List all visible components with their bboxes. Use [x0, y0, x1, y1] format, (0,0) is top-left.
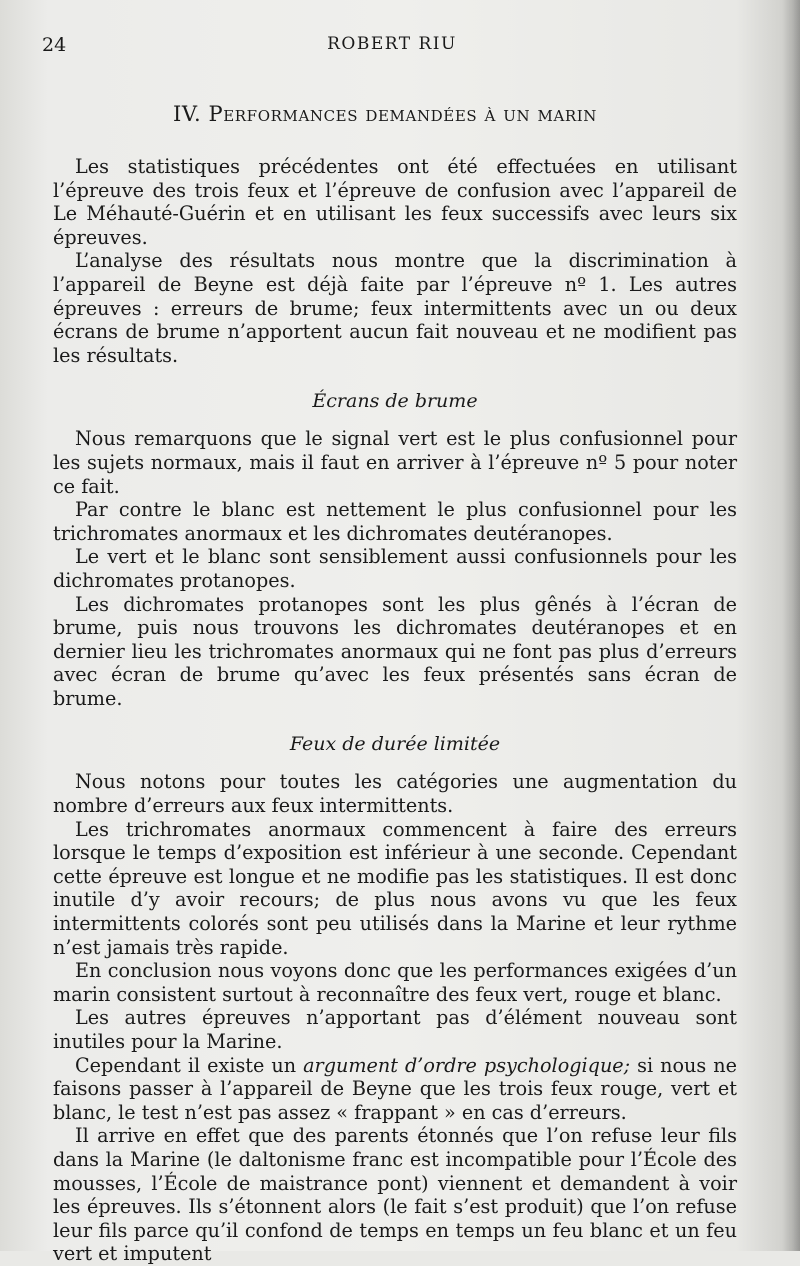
- subsection-title-brume: Écrans de brume: [312, 390, 478, 413]
- page-header: [42, 34, 742, 60]
- page-body: [53, 155, 737, 1266]
- paragraph: L’analyse des résultats nous montre que la discrimination à l’appareil de Beyne est déjà faite par l’épreuve nº 1. Les autres épreuves : erreurs de brume; feux intermittents avec un ou deux écrans de brume n’apportent aucun fait nouveau et ne modifient pas les résultats.: [53, 249, 737, 367]
- paragraph: En conclusion nous voyons donc que les performances exigées d’un marin consistent surtout à reconnaître des feux vert, rouge et blanc.: [53, 959, 737, 1006]
- paragraph: Les trichromates anormaux commencent à faire des erreurs lorsque le temps d’exposition est inférieur à une seconde. Cependant cette épreuve est longue et ne modifie pas les statistiques. Il est donc inutile d’y avoir recours; de plus nous avons vu que les feux intermittents colorés sont peu utilisés dans la Marine et leur rythme n’est jamais très rapide.: [53, 817, 737, 959]
- paragraph: Les autres épreuves n’apportant pas d’élément nouveau sont inutiles pour la Marine.: [53, 1006, 737, 1053]
- paragraph: Par contre le blanc est nettement le plus confusionnel pour les trichromates anormaux et les dichromates deutéranopes.: [53, 498, 737, 545]
- argument-after: si nous ne faisons passer à l’appareil de Beyne que les trois feux rouge, vert et blanc, le test n’est pas assez « frappant » en cas d’erreurs.: [53, 1053, 737, 1124]
- argument-italic: argument d’ordre psychologique;: [303, 1053, 631, 1077]
- paragraph: Nous remarquons que le signal vert est le plus confusionnel pour les sujets normaux, mais il faut en arriver à l’épreuve nº 5 pour noter ce fait.: [53, 427, 737, 498]
- page-number: 24: [42, 34, 67, 56]
- paragraph-argument: [53, 1054, 737, 1125]
- paragraph: Nous notons pour toutes les catégories une augmentation du nombre d’erreurs aux feux intermittents.: [53, 770, 737, 818]
- subsection-title-duree: Feux de durée limitée: [289, 733, 501, 756]
- paragraph: Le vert et le blanc sont sensiblement aussi confusionnels pour les dichromates protanopes.: [53, 545, 737, 592]
- paragraph: Les statistiques précédentes ont été effectuées en utilisant l’épreuve des trois feux et l’épreuve de confusion avec l’appareil de Le Méhauté-Guérin et en utilisant les feux successifs avec leurs six épreuves.: [53, 155, 737, 249]
- argument-before: Cependant il existe un: [75, 1053, 304, 1077]
- paragraph: Les dichromates protanopes sont les plus gênés à l’écran de brume, puis nous trouvons les dichromates deutéranopes et en dernier lieu les trichromates anormaux qui ne font pas plus d’erreurs avec écran de brume qu’avec les feux présentés sans écran de brume.: [53, 592, 737, 710]
- binding-edge-shadow: [782, 0, 800, 1251]
- paragraph: Il arrive en effet que des parents étonnés que l’on refuse leur fils dans la Marine (le daltonisme franc est incompatible pour l’École des mousses, l’École de maistrance pont) viennent et demandent à voir les épreuves. Ils s’étonnent alors (le fait s’est produit) que l’on refuse leur fils parce qu’il confond de temps en temps un feu blanc et un feu vert et imputent: [53, 1124, 737, 1266]
- running-head: ROBERT RIU: [327, 34, 457, 54]
- section-title: IV. Performances demandées à un marin: [172, 102, 598, 126]
